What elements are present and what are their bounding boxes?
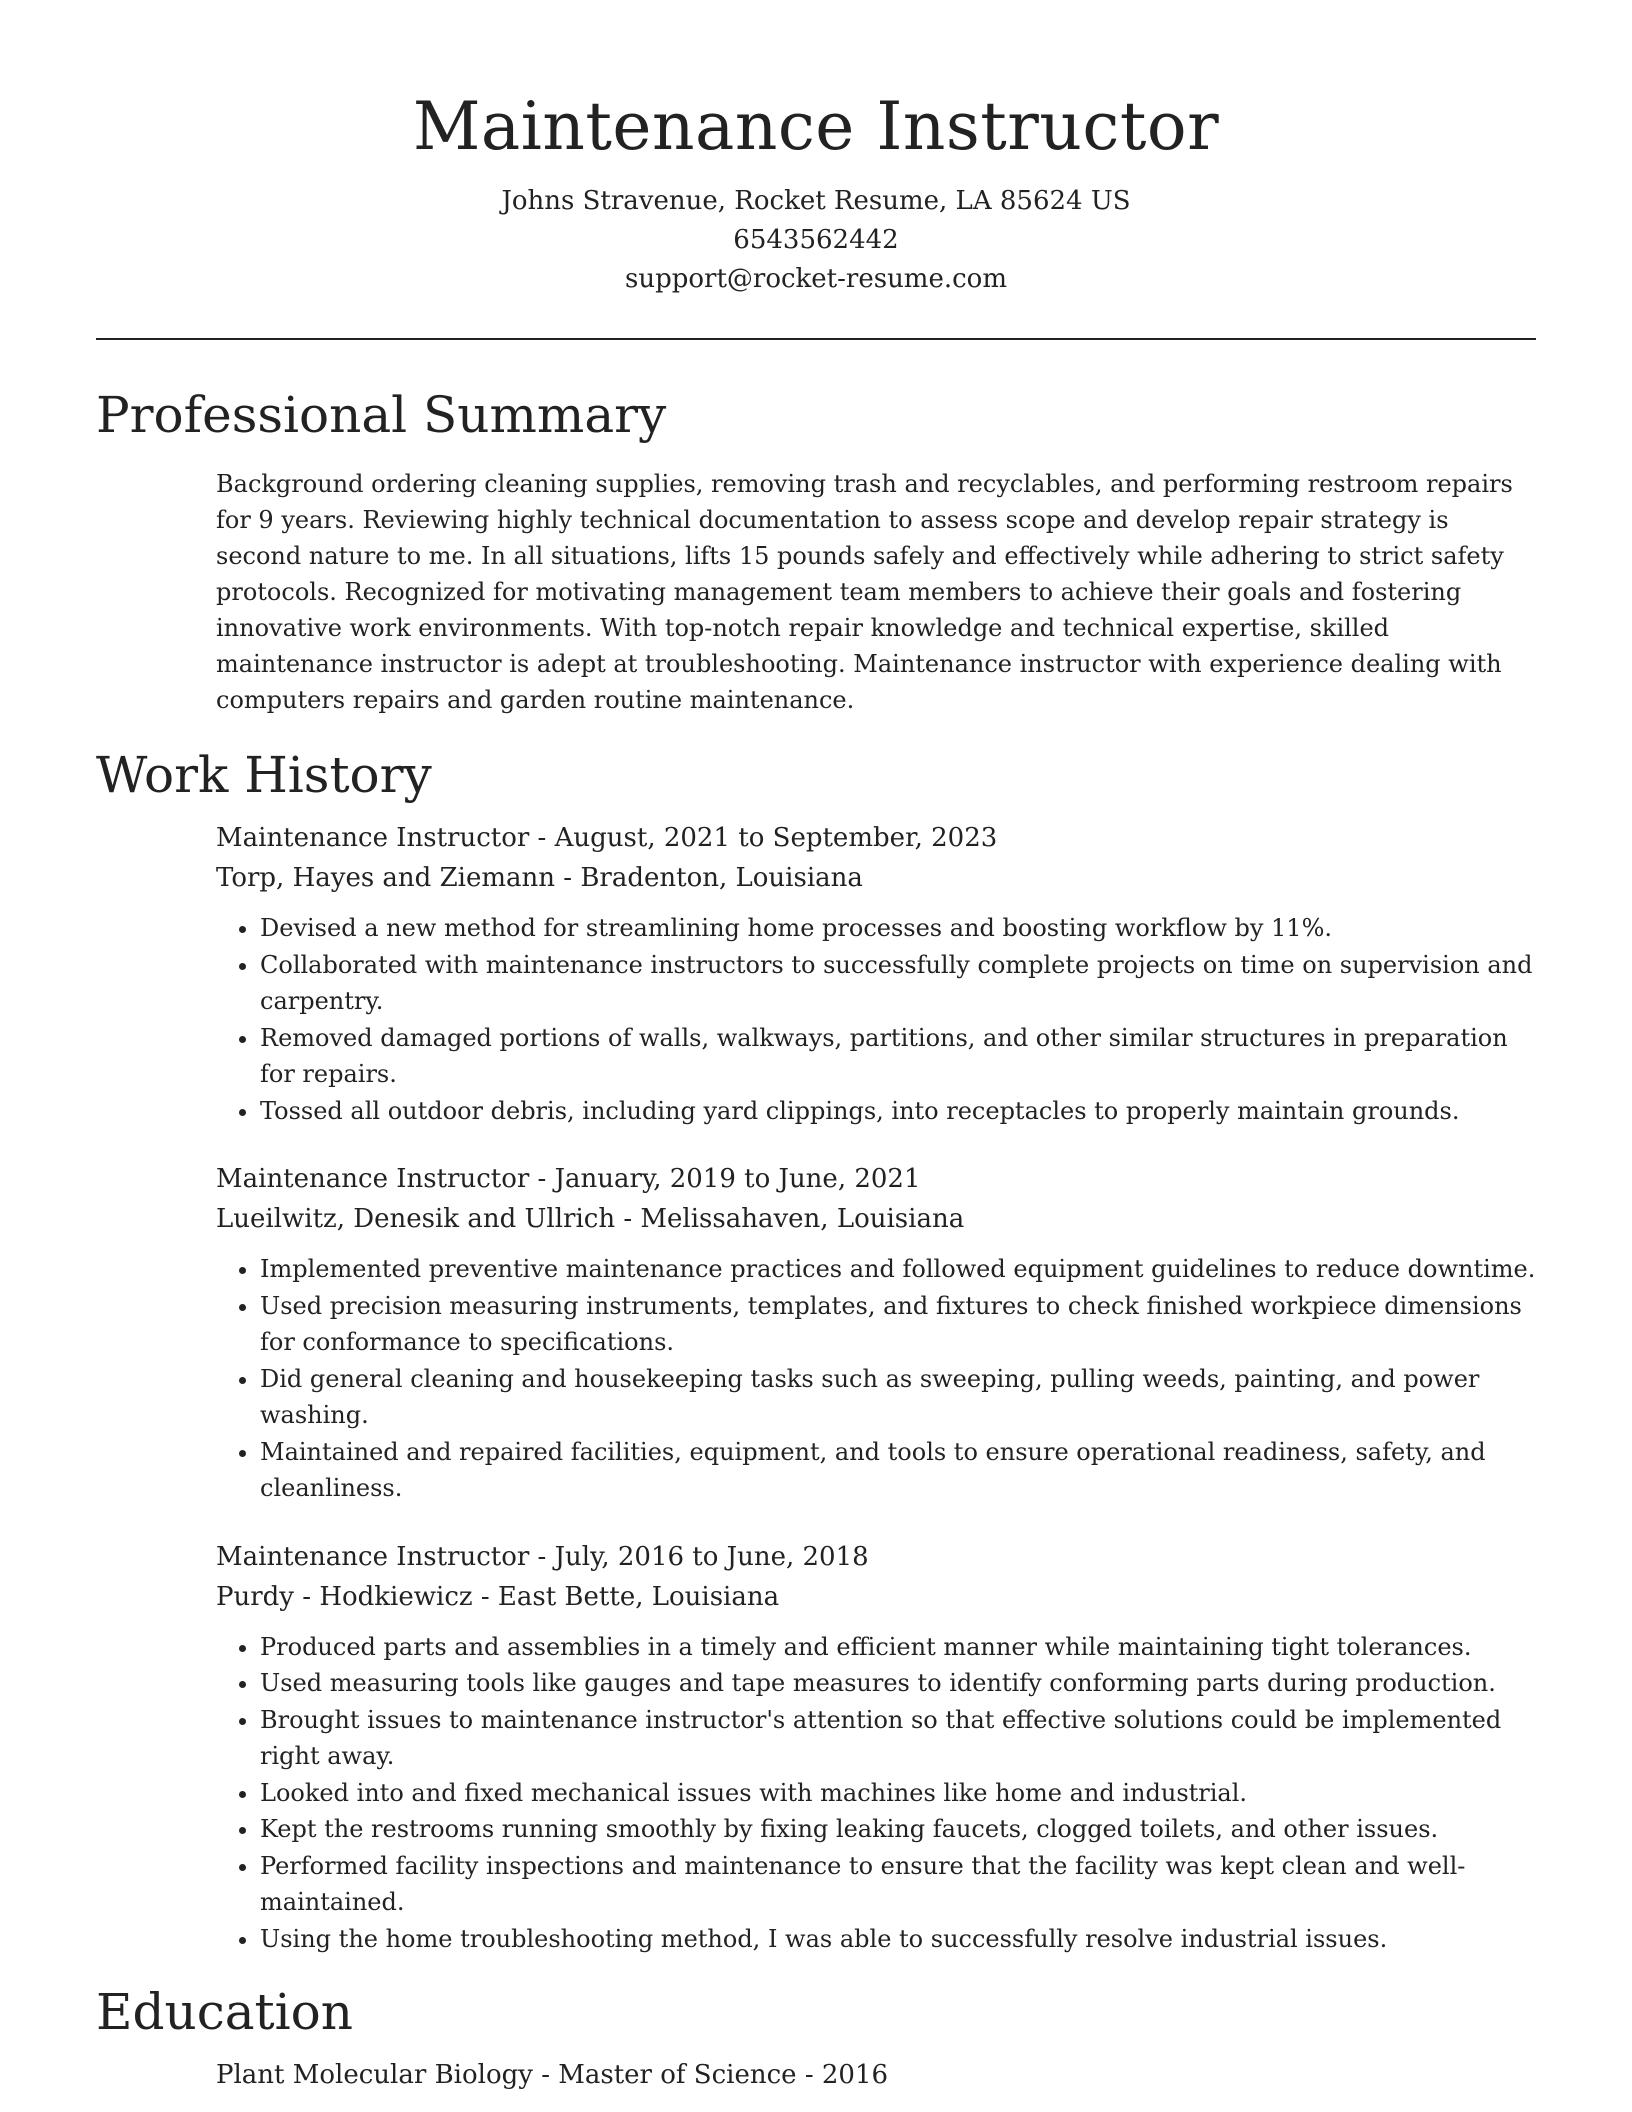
phone: 6543562442	[733, 225, 899, 255]
list-item: • Produced parts and assemblies in a timely and efficient manner while maintaining tight tolerances.	[260, 1629, 1536, 1666]
job-location: - Bradenton, Louisiana	[555, 863, 863, 893]
email: support@rocket-resume.com	[624, 264, 1007, 294]
list-item: • Performed facility inspections and maintenance to ensure that the facility was kept clean and well-maintained.	[260, 1848, 1536, 1921]
work-history-section	[96, 740, 1536, 1957]
list-item: • Brought issues to maintenance instructor's attention so that effective solutions could be implemented right away.	[260, 1702, 1536, 1775]
work-history-heading: Work History	[96, 746, 432, 804]
list-item: • Collaborated with maintenance instructors to successfully complete projects on time on supervision and carpentry.	[260, 947, 1536, 1020]
job-dates: - August, 2021 to September, 2023	[529, 823, 998, 853]
job-company-line	[216, 858, 1536, 898]
list-item: • Kept the restrooms running smoothly by fixing leaking faucets, clogged toilets, and other issues.	[260, 1811, 1536, 1848]
job-title: Maintenance Instructor	[216, 1541, 530, 1572]
job-bullets	[216, 1629, 1536, 1958]
job-title: Maintenance Instructor	[216, 1164, 530, 1194]
job-title-line	[216, 818, 1536, 858]
job-bullets	[216, 910, 1536, 1129]
education-entry: Plant Molecular Biology - Master of Science - 2016	[216, 2060, 889, 2090]
list-item: • Using the home troubleshooting method, I was able to successfully resolve industrial issues.	[260, 1921, 1536, 1958]
job-entry	[216, 1537, 1536, 1958]
list-item: • Removed damaged portions of walls, walkways, partitions, and other similar structures in preparation for repairs.	[260, 1020, 1536, 1093]
list-item: • Implemented preventive maintenance practices and followed equipment guidelines to reduce downtime.	[260, 1251, 1536, 1288]
contact-block	[96, 182, 1536, 299]
job-title-line	[216, 1159, 1536, 1199]
job-title: Maintenance Instructor	[216, 823, 530, 853]
resume-header	[96, 0, 1536, 299]
summary-section	[96, 380, 1536, 718]
job-company: Purdy - Hodkiewicz	[216, 1581, 473, 1612]
job-company: Torp, Hayes and Ziemann	[216, 863, 556, 893]
job-entry	[216, 1159, 1536, 1507]
summary-text: Background ordering cleaning supplies, removing trash and recyclables, and performing restroom repairs for 9 years. Reviewing highly technical documentation to assess scope and develop repair strategy is second nature to me. In all situations, lifts 15 pounds safely and effectively while adhering to strict safety protocols. Recognized for motivating management team members to achieve their goals and fostering innovative work environments. With top-notch repair knowledge and technical expertise, skilled maintenance instructor is adept at troubleshooting. Maintenance instructor with experience dealing with computers repairs and garden routine maintenance.	[216, 470, 1513, 714]
job-company-line	[216, 1199, 1536, 1239]
list-item: • Tossed all outdoor debris, including yard clippings, into receptacles to properly maintain grounds.	[260, 1093, 1536, 1130]
list-item: • Looked into and fixed mechanical issues with machines like home and industrial.	[260, 1775, 1536, 1812]
job-location: - Melissahaven, Louisiana	[615, 1204, 965, 1234]
job-bullets	[216, 1251, 1536, 1507]
header-divider	[96, 338, 1536, 340]
job-location: - East Bette, Louisiana	[472, 1581, 780, 1612]
job-company: Lueilwitz, Denesik and Ullrich	[216, 1204, 616, 1234]
job-entry	[216, 818, 1536, 1129]
list-item: • Used measuring tools like gauges and tape measures to identify conforming parts during production.	[260, 1665, 1536, 1702]
job-dates: - January, 2019 to June, 2021	[529, 1164, 921, 1194]
education-heading: Education	[96, 1983, 353, 2041]
education-section	[96, 1977, 1536, 2095]
list-item: • Did general cleaning and housekeeping tasks such as sweeping, pulling weeds, painting, and power washing.	[260, 1361, 1536, 1434]
resume-page	[96, 0, 1536, 2095]
list-item: • Maintained and repaired facilities, equipment, and tools to ensure operational readiness, safety, and cleanliness.	[260, 1434, 1536, 1507]
list-item: • Devised a new method for streamlining home processes and boosting workflow by 11%.	[260, 910, 1536, 947]
list-item: • Used precision measuring instruments, templates, and fixtures to check finished workpiece dimensions for conformance to specifications.	[260, 1288, 1536, 1361]
job-company-line	[216, 1577, 1536, 1617]
address: Johns Stravenue, Rocket Resume, LA 85624 US	[501, 186, 1131, 216]
job-title-line	[216, 1537, 1536, 1577]
summary-heading: Professional Summary	[96, 386, 667, 444]
job-dates: - July, 2016 to June, 2018	[529, 1541, 869, 1572]
candidate-name: Maintenance Instructor	[412, 88, 1220, 165]
